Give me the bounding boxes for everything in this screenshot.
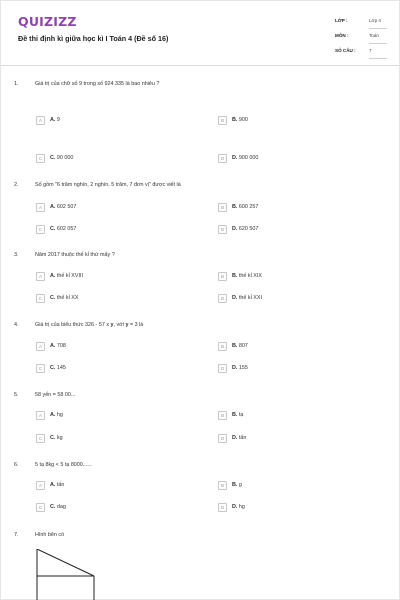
meta-question-count bbox=[335, 45, 387, 59]
option-a-text bbox=[50, 482, 64, 488]
option-a-box: A bbox=[36, 203, 45, 212]
question-1-number: 1. bbox=[14, 81, 19, 87]
option-c-box: C bbox=[36, 294, 45, 303]
option-c-box: C bbox=[36, 503, 45, 512]
option-a-box: A bbox=[36, 342, 45, 351]
option-d-box: D bbox=[218, 434, 227, 443]
option-a-box: A bbox=[36, 411, 45, 420]
option-d-box: D bbox=[218, 294, 227, 303]
option-value: thế kỉ XX bbox=[56, 295, 79, 301]
option-value: thế kỉ XIX bbox=[238, 273, 262, 279]
option-value: 145 bbox=[56, 365, 66, 371]
option-value: tấn bbox=[56, 482, 65, 488]
option-letter: D. bbox=[232, 226, 238, 232]
option-a-box: A bbox=[36, 481, 45, 490]
option-letter: D. bbox=[232, 365, 238, 371]
option-c-text bbox=[50, 435, 63, 441]
option-b-text bbox=[232, 273, 262, 279]
meta-count-label: SỐ CÂU : bbox=[335, 48, 356, 53]
option-value: 602 057 bbox=[56, 226, 77, 232]
question-6-text: 5 tạ 8kg < 5 tạ 8000...... bbox=[35, 462, 92, 468]
option-letter: D. bbox=[232, 295, 238, 301]
meta-class-value: Lớp 4 bbox=[369, 18, 381, 23]
option-c-box: C bbox=[36, 225, 45, 234]
option-value: 807 bbox=[238, 343, 248, 349]
option-letter: B. bbox=[232, 343, 238, 349]
option-value: tấn bbox=[238, 435, 247, 441]
question-5-number: 5. bbox=[14, 392, 19, 398]
option-value: hg bbox=[56, 412, 63, 418]
option-value: dag bbox=[56, 504, 66, 510]
meta-subject-value: Toán bbox=[369, 33, 379, 38]
option-c-text bbox=[50, 295, 78, 301]
option-d-text bbox=[232, 504, 245, 510]
option-letter: A. bbox=[50, 412, 56, 418]
option-value: 900 bbox=[238, 117, 248, 123]
option-a-text bbox=[50, 343, 66, 349]
option-value: tạ bbox=[238, 412, 244, 418]
question-7-text: Hình bên có bbox=[35, 532, 65, 538]
question-6-number: 6. bbox=[14, 462, 19, 468]
option-d-box: D bbox=[218, 154, 227, 163]
option-letter: B. bbox=[232, 117, 238, 123]
option-c-box: C bbox=[36, 154, 45, 163]
option-letter: C. bbox=[50, 435, 56, 441]
option-c-box: C bbox=[36, 364, 45, 373]
option-b-text bbox=[232, 412, 243, 418]
option-value: 600 257 bbox=[238, 204, 259, 210]
option-letter: D. bbox=[232, 504, 238, 510]
option-d-text bbox=[232, 226, 258, 232]
option-letter: C. bbox=[50, 226, 56, 232]
option-d-box: D bbox=[218, 503, 227, 512]
option-value: 90 000 bbox=[56, 155, 74, 161]
option-d-text bbox=[232, 295, 262, 301]
option-letter: B. bbox=[232, 482, 238, 488]
option-letter: C. bbox=[50, 365, 56, 371]
option-value: 708 bbox=[56, 343, 66, 349]
option-c-text bbox=[50, 504, 66, 510]
meta-subject-underline bbox=[369, 43, 387, 44]
document-title: Đề thi định kì giữa học kì I Toán 4 (Đề số 16) bbox=[18, 34, 169, 43]
option-b-box: B bbox=[218, 481, 227, 490]
question-7-number: 7. bbox=[14, 532, 19, 538]
meta-class-label: LỚP : bbox=[335, 18, 348, 23]
option-letter: C. bbox=[50, 155, 56, 161]
question-5-text: 58 yến = 58 00... bbox=[35, 392, 76, 398]
question-7-geometry-figure bbox=[36, 549, 96, 600]
meta-class bbox=[335, 15, 387, 29]
option-b-text bbox=[232, 117, 248, 123]
option-b-box: B bbox=[218, 203, 227, 212]
option-c-text bbox=[50, 365, 66, 371]
option-value: hg bbox=[238, 504, 245, 510]
option-b-text bbox=[232, 482, 242, 488]
option-letter: B. bbox=[232, 273, 238, 279]
meta-count-value: 7 bbox=[369, 48, 372, 53]
option-d-text bbox=[232, 155, 258, 161]
question-2-text: Số gồm "6 trăm nghìn, 2 nghìn, 5 trăm, 7 đơn vị" được viết là bbox=[35, 182, 181, 188]
option-letter: B. bbox=[232, 412, 238, 418]
option-value: 9 bbox=[56, 117, 60, 123]
option-value: 155 bbox=[238, 365, 248, 371]
question-4-variable: y bbox=[125, 322, 129, 328]
option-letter: A. bbox=[50, 343, 56, 349]
option-c-text bbox=[50, 226, 76, 232]
option-letter: A. bbox=[50, 273, 56, 279]
option-b-box: B bbox=[218, 116, 227, 125]
option-a-text bbox=[50, 204, 76, 210]
option-letter: D. bbox=[232, 435, 238, 441]
header-divider bbox=[1, 65, 399, 66]
option-a-text bbox=[50, 412, 63, 418]
option-b-box: B bbox=[218, 342, 227, 351]
option-letter: A. bbox=[50, 117, 56, 123]
option-value: 620 507 bbox=[238, 226, 259, 232]
option-value: thế kỉ XVIII bbox=[56, 273, 83, 279]
option-letter: C. bbox=[50, 295, 56, 301]
option-value: 602 507 bbox=[56, 204, 77, 210]
option-d-text bbox=[232, 365, 248, 371]
option-d-box: D bbox=[218, 364, 227, 373]
question-4-text bbox=[35, 322, 143, 328]
question-4-number: 4. bbox=[14, 322, 19, 328]
option-d-box: D bbox=[218, 225, 227, 234]
option-a-box: A bbox=[36, 116, 45, 125]
option-c-box: C bbox=[36, 434, 45, 443]
option-b-text bbox=[232, 204, 258, 210]
option-letter: A. bbox=[50, 204, 56, 210]
question-4-text-post: = 3 là bbox=[128, 322, 144, 328]
question-3-text: Năm 2017 thuộc thế kỉ thứ mấy ? bbox=[35, 252, 115, 258]
option-c-text bbox=[50, 155, 73, 161]
option-letter: D. bbox=[232, 155, 238, 161]
option-letter: C. bbox=[50, 504, 56, 510]
figure-diagonal-edge bbox=[37, 549, 94, 576]
meta-count-underline bbox=[369, 58, 387, 59]
option-b-box: B bbox=[218, 411, 227, 420]
question-4-variable: y bbox=[110, 322, 114, 328]
option-a-text bbox=[50, 273, 83, 279]
meta-subject bbox=[335, 30, 387, 44]
option-b-box: B bbox=[218, 272, 227, 281]
meta-class-underline bbox=[369, 28, 387, 29]
option-letter: A. bbox=[50, 482, 56, 488]
question-3-number: 3. bbox=[14, 252, 19, 258]
option-d-text bbox=[232, 435, 246, 441]
option-letter: B. bbox=[232, 204, 238, 210]
option-value: kg bbox=[56, 435, 63, 441]
option-value: thế kỉ XXI bbox=[238, 295, 262, 301]
quizizz-logo: QUIZIZZ bbox=[18, 14, 77, 29]
option-a-text bbox=[50, 117, 60, 123]
question-2-number: 2. bbox=[14, 182, 19, 188]
option-value: g bbox=[238, 482, 242, 488]
question-4-text-mid: , với bbox=[113, 322, 126, 328]
question-4-text-pre: Giá trị của biểu thức 326 - 57 x bbox=[35, 322, 111, 328]
option-a-box: A bbox=[36, 272, 45, 281]
option-b-text bbox=[232, 343, 248, 349]
meta-subject-label: MÔN : bbox=[335, 33, 349, 38]
question-1-text: Giá trị của chữ số 9 trong số 924 335 là bao nhiêu ? bbox=[35, 81, 160, 87]
option-value: 900 000 bbox=[238, 155, 259, 161]
